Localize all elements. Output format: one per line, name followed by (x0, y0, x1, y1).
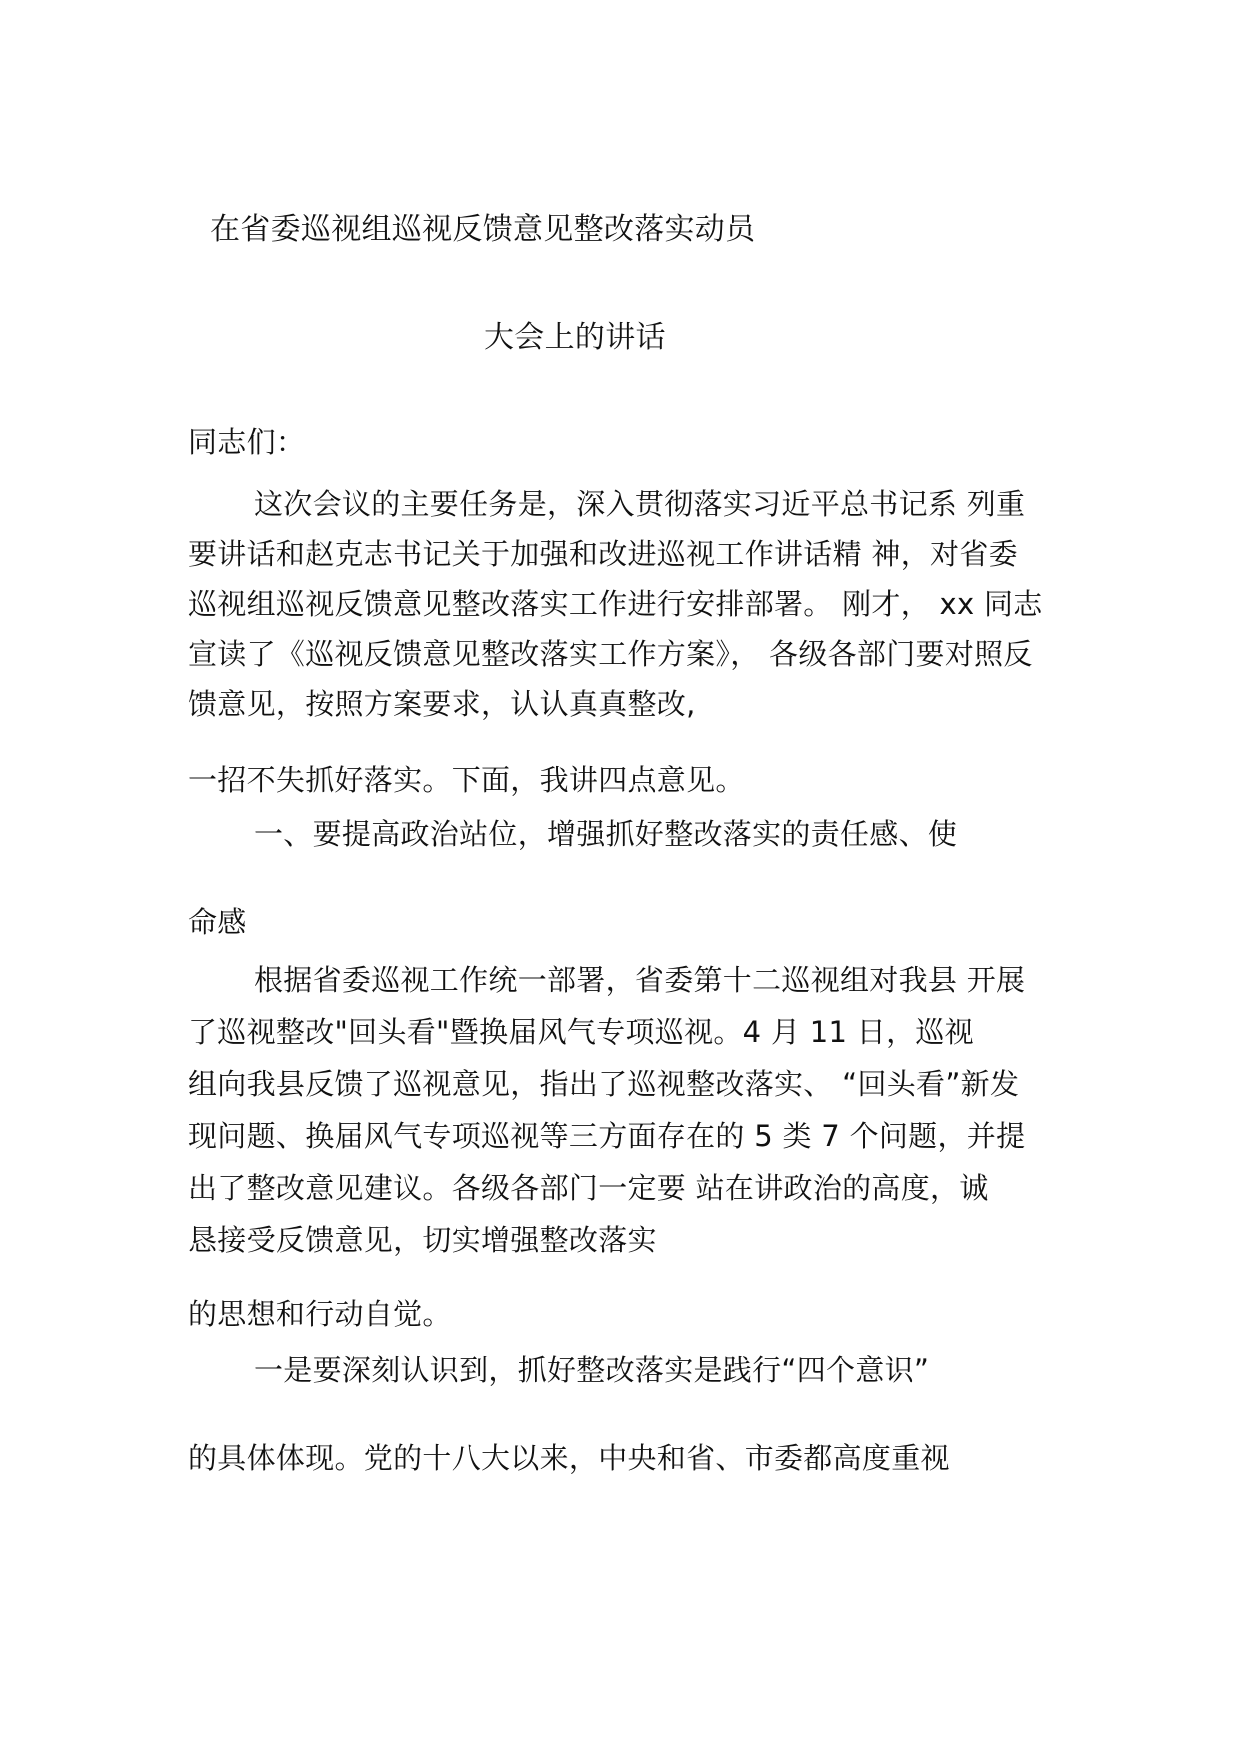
document-title-line-1: 在省委巡视组巡视反馈意见整改落实动员 (210, 212, 756, 247)
paragraph-line: 一是要深刻认识到，抓好整改落实是践行“四个意识” (254, 1353, 930, 1387)
paragraph-line: 出了整改意见建议。各级各部门一定要 站在讲政治的高度，诚 (188, 1171, 989, 1205)
section-heading-line: 一、要提高政治站位，增强抓好整改落实的责任感、使 (254, 817, 958, 851)
paragraph-line: 的思想和行动自觉。 (188, 1297, 452, 1331)
paragraph-line: 一招不失抓好落实。下面，我讲四点意见。 (188, 763, 745, 797)
section-heading-line: 命感 (188, 905, 247, 939)
paragraph-line: 的具体体现。党的十八大以来，中央和省、市委都高度重视 (188, 1441, 950, 1475)
paragraph-line: 根据省委巡视工作统一部署，省委第十二巡视组对我县 开展 (254, 963, 1026, 997)
paragraph-line: 组向我县反馈了巡视意见，指出了巡视整改落实、 “回头看”新发 (188, 1067, 1020, 1101)
paragraph-line: 恳接受反馈意见，切实增强整改落实 (188, 1223, 657, 1257)
paragraph-line: 这次会议的主要任务是，深入贯彻落实习近平总书记系 列重 (254, 487, 1026, 521)
paragraph-line: 要讲话和赵克志书记关于加强和改进巡视工作讲话精 神，对省委 (188, 537, 1018, 571)
paragraph-line: 了巡视整改"回头看"暨换届风气专项巡视。4 月 11 日，巡视 (188, 1015, 974, 1049)
paragraph-line: 宣读了《巡视反馈意见整改落实工作方案》， 各级各部门要对照反 (188, 637, 1033, 671)
document-title-line-2: 大会上的讲话 (484, 320, 666, 355)
paragraph-line: 馈意见，按照方案要求，认认真真整改, (188, 687, 696, 721)
paragraph-line: 巡视组巡视反馈意见整改落实工作进行安排部署。 刚才， xx 同志 (188, 587, 1043, 621)
paragraph-line: 现问题、换届风气专项巡视等三方面存在的 5 类 7 个问题，并提 (188, 1119, 1026, 1153)
salutation: 同志们： (188, 425, 306, 459)
